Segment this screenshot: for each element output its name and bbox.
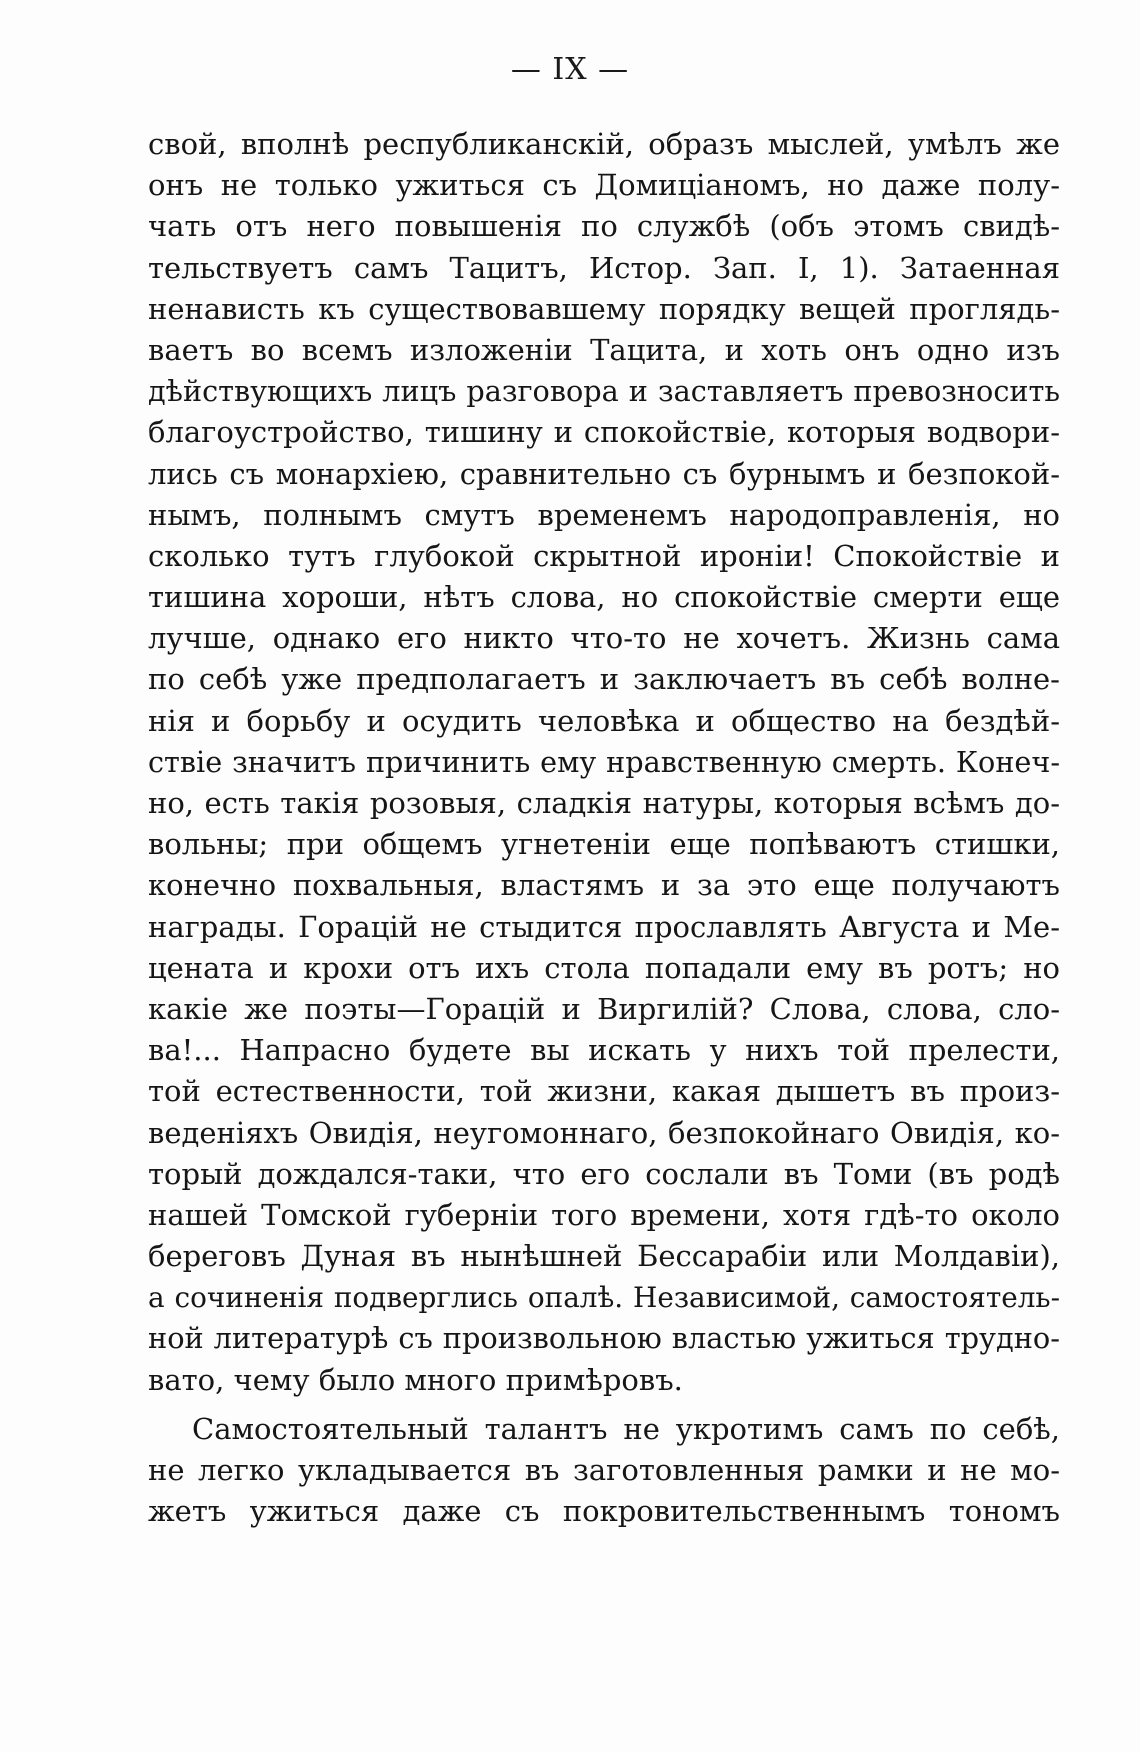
text-line: ва!... Напрасно будете вы искать у нихъ той прелести,	[148, 1033, 1060, 1068]
text-line: какіе же поэты—Горацій и Виргилій? Слова, слова, сло-	[148, 991, 1060, 1026]
text-line: вато, чему было много примѣровъ.	[148, 1362, 683, 1397]
paragraph-2	[148, 1409, 1060, 1533]
text-line: дѣйствующихъ лицъ разговора и заставляетъ превозносить	[148, 374, 1060, 409]
paragraph-1	[148, 124, 1060, 1401]
page-number: — IX —	[510, 52, 630, 87]
paragraph-gap	[148, 1401, 1060, 1409]
text-line: ной литературѣ съ произвольною властью ужиться трудно-	[148, 1321, 1060, 1356]
text-line: свой, вполнѣ республиканскій, образъ мыслей, умѣлъ же	[148, 127, 1060, 161]
text-line: тельствуетъ самъ Тацитъ, Истор. Зап. I, 1). Затаенная	[148, 250, 1060, 285]
text-line: нія и борьбу и осудить человѣка и общество на бездѣй-	[148, 703, 1060, 738]
text-line: нашей Томской губерніи того времени, хотя гдѣ-то около	[148, 1197, 1060, 1232]
text-line: той естественности, той жизни, какая дышетъ въ произ-	[148, 1074, 1060, 1109]
text-line: береговъ Дуная въ нынѣшней Бессарабіи или Молдавіи),	[148, 1239, 1060, 1274]
text-line: благоустройство, тишину и спокойствіе, которыя водвори-	[148, 415, 1060, 450]
text-line: веденіяхъ Овидія, неугомоннаго, безпокойнаго Овидія, ко-	[148, 1115, 1060, 1150]
text-line: награды. Горацій не стыдится прославлять Августа и Ме-	[148, 909, 1060, 944]
body-text	[148, 124, 1060, 1532]
text-line: лись съ монархіею, сравнительно съ бурнымъ и безпокой-	[148, 456, 1060, 491]
text-line: вольны; при общемъ угнетеніи еще попѣваютъ стишки,	[148, 827, 1060, 862]
text-line: лучше, однако его никто что-то не хочетъ. Жизнь сама	[148, 621, 1060, 656]
text-line: но, есть такія розовыя, сладкія натуры, которыя всѣмъ до-	[148, 786, 1060, 820]
text-line: а сочиненія подверглись опалѣ. Независимой, самостоятель-	[148, 1281, 1060, 1315]
text-line: Самостоятельный талантъ не укротимъ самъ по себѣ,	[192, 1411, 1060, 1446]
text-line: онъ не только ужиться съ Домиціаномъ, но даже полу-	[148, 168, 1060, 203]
text-line: конечно похвальныя, властямъ и за это еще получаютъ	[148, 868, 1060, 903]
text-line: ваетъ во всемъ изложеніи Тацита, и хоть онъ одно изъ	[148, 332, 1060, 367]
text-line: торый дождался-таки, что его сослали въ Томи (въ родѣ	[148, 1156, 1060, 1191]
text-line: ненависть къ существовавшему порядку вещей проглядь-	[148, 291, 1060, 326]
text-line: жетъ ужиться даже съ покровительственнымъ тономъ	[148, 1494, 1060, 1529]
text-line: чать отъ него повышенія по службѣ (объ этомъ свидѣ-	[148, 209, 1060, 244]
text-line: тишина хороши, нѣтъ слова, но спокойствіе смерти еще	[148, 580, 1060, 615]
text-line: цената и крохи отъ ихъ стола попадали ему въ ротъ; но	[148, 950, 1060, 985]
text-line: нымъ, полнымъ смутъ временемъ народоправленія, но	[148, 497, 1060, 532]
text-line: сколько тутъ глубокой скрытной ироніи! Спокойствіе и	[148, 538, 1060, 573]
text-line: ствіе значитъ причинить ему нравственную смерть. Конеч-	[148, 744, 1060, 779]
text-line: по себѣ уже предполагаетъ и заключаетъ въ себѣ волне-	[148, 662, 1060, 697]
text-line: не легко укладывается въ заготовленныя рамки и не мо-	[148, 1453, 1060, 1487]
